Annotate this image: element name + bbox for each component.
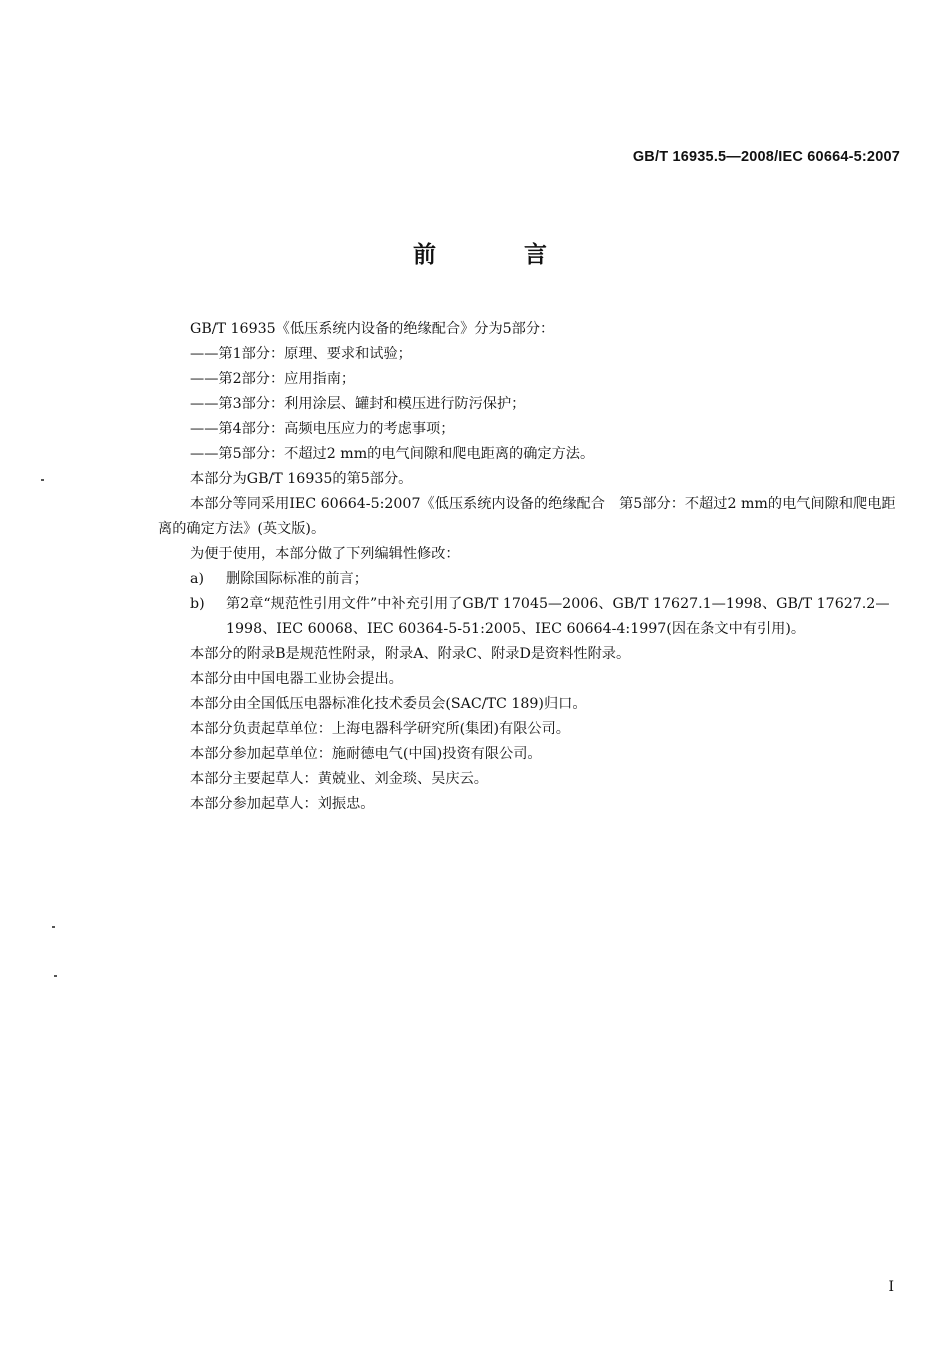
- standard-code: GB/T 16935.5—2008/IEC 60664-5:2007: [632, 149, 900, 165]
- edits-intro-paragraph: 为便于使用，本部分做了下列编辑性修改：: [190, 546, 460, 562]
- part-list-item: ——第1部分：原理、要求和试验；: [190, 346, 412, 362]
- proposed-paragraph: 本部分由中国电器工业协会提出。: [190, 671, 403, 687]
- centralized-paragraph: 本部分由全国低压电器标准化技术委员会(SAC/TC 189)归口。: [190, 696, 587, 712]
- equivalent-paragraph: 本部分等同采用IEC 60664-5:2007《低压系统内设备的绝缘配合 第5部分：不超过2 mm的电气间隙和爬电距离的确定方法》(英文版)。: [158, 496, 896, 537]
- page-title: 前 言: [412, 242, 587, 268]
- scan-speck: [54, 975, 57, 977]
- scan-speck: [41, 479, 44, 481]
- part-list-item: ——第3部分：利用涂层、罐封和模压进行防污保护；: [190, 396, 526, 412]
- main-drafters-paragraph: 本部分主要起草人：黄兢业、刘金琰、吴庆云。: [190, 771, 488, 787]
- part-list-item: ——第4部分：高频电压应力的考虑事项；: [190, 421, 455, 437]
- page-number: I: [888, 1279, 894, 1295]
- part-list-item: ——第5部分：不超过2 mm的电气间隙和爬电距离的确定方法。: [190, 446, 595, 462]
- intro-paragraph: GB/T 16935《低压系统内设备的绝缘配合》分为5部分：: [190, 321, 555, 337]
- participating-drafters-paragraph: 本部分参加起草人：刘振忠。: [190, 796, 375, 812]
- this-part-paragraph: 本部分为GB/T 16935的第5部分。: [190, 471, 413, 487]
- edit-list-item: [190, 567, 905, 592]
- responsible-unit-paragraph: 本部分负责起草单位：上海电器科学研究所(集团)有限公司。: [190, 721, 570, 737]
- foreword-body: [158, 317, 905, 817]
- list-marker: a): [190, 571, 204, 587]
- edit-text: 第2章“规范性引用文件”中补充引用了GB/T 17045—2006、GB/T 17627.1—1998、GB/T 17627.2—1998、IEC 60068、IEC 60364-5-51:2005、IEC 60664-4:1997(因在条文中有引用)。: [226, 596, 890, 637]
- edit-list-item: [190, 592, 905, 642]
- scan-speck: [52, 926, 55, 928]
- edit-text: 删除国际标准的前言；: [226, 571, 368, 587]
- participating-unit-paragraph: 本部分参加起草单位：施耐德电气(中国)投资有限公司。: [190, 746, 542, 762]
- part-list-item: ——第2部分：应用指南；: [190, 371, 356, 387]
- annex-paragraph: 本部分的附录B是规范性附录，附录A、附录C、附录D是资料性附录。: [190, 646, 631, 662]
- list-marker: b): [190, 596, 205, 612]
